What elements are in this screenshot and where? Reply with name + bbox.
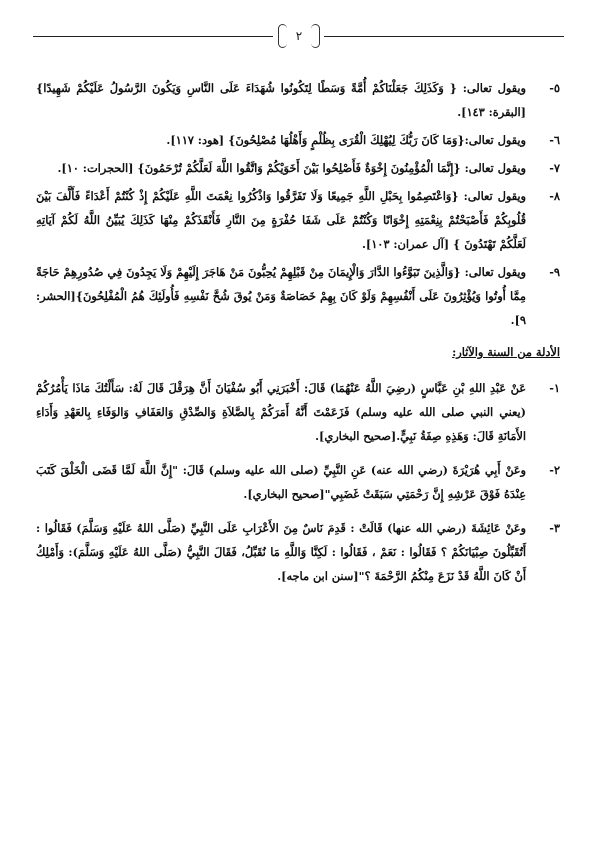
page-content [36,76,560,592]
hadith-number: ٣- [549,521,560,535]
verse-item [36,128,560,152]
right-bracket-icon [311,24,320,48]
header-rule-left [33,36,273,37]
verse-number: ٩- [549,265,560,279]
verse-number: ٧- [549,161,560,175]
verse-text: ويقول تعالى:{وَمَا كَانَ رَبُّكَ لِيُهْلِكَ الْقُرَى بِظُلْمٍ وَأَهْلُهَا مُصْلِحُونَ} [هود: ١١٧]. [166,133,526,147]
verse-text: ويقول تعالى: { وَكَذَلِكَ جَعَلْنَاكُمْ أُمَّةً وَسَطًا لِتَكُونُوا شُهَدَاءَ عَلَى النَّاسِ وَيَكُونَ الرَّسُولُ عَلَيْكُمْ شَهِيدًا} [البقرة: ١٤٣]. [36,81,526,119]
page-number-box [278,22,320,50]
page-number: ٢ [295,29,303,43]
hadith-number: ٢- [549,463,560,477]
hadith-text: عَنْ عَبْدِ اللهِ بْنِ عَبَّاسٍ (رضِيَ اللَّهُ عَنْهُمَا) قَالَ: أَخْبَرَنِي أَبُو سُفْيَانَ أَنَّ هِرَقْلَ قَالَ لَهُ: سَأَلْتُكَ مَاذَا يَأْمُرُكُمْ (يعني النبي صلى الله عليه وسلم) فَزَعَمْتَ أَنَّهُ أَمَرَكُمْ بِالصَّلاَةِ وَالصِّدْقِ وَالعَفَافِ وَالوَفَاءِ بِالعَهْدِ وَأَدَاءِ الأَمَانَةِ قَالَ: وَهَذِهِ صِفَةُ نَبِيٍّ.[صحيح البخاري]. [36,381,526,443]
hadith-text: وعَنْ أَبِي هُرَيْرَةَ (رضي الله عنه) عَنِ النَّبِيِّ (صلى الله عليه وسلم) قَالَ: "إِنَّ اللَّهَ لَمَّا قَضَى الْخَلْقَ كَتَبَ عِنْدَهُ فَوْقَ عَرْشِهِ إِنَّ رَحْمَتِي سَبَقَتْ غَضَبِي"[صحيح البخاري]. [36,463,526,501]
header-rule-right [324,36,564,37]
hadith-item [36,376,560,448]
verse-text: ويقول تعالى: {وَاعْتَصِمُوا بِحَبْلِ اللَّهِ جَمِيعًا وَلَا تَفَرَّقُوا وَاذْكُرُوا نِعْمَتَ اللَّهِ عَلَيْكُمْ إِذْ كُنْتُمْ أَعْدَاءً فَأَلَّفَ بَيْنَ قُلُوبِكُمْ فَأَصْبَحْتُمْ بِنِعْمَتِهِ إِخْوَانًا وَكُنْتُمْ عَلَى شَفَا حُفْرَةٍ مِنَ النَّارِ فَأَنْقَذَكُمْ مِنْهَا كَذَلِكَ يُبَيِّنُ اللَّهُ لَكُمْ آيَاتِهِ لَعَلَّكُمْ تَهْتَدُونَ } [آل عمران: ١٠٣]. [36,189,526,251]
hadith-number: ١- [549,381,560,395]
hadith-text: وعَنْ عَائِشَةَ (رضي الله عنها) قَالَتْ : قَدِمَ نَاسٌ مِنَ الأَعْرَابِ عَلَى النَّبِيِّ (صَلَّى اللهُ عَلَيْهِ وَسَلَّمَ) فَقَالُوا : أَتُقَبِّلُونَ صِبْيَانَكُمْ ؟ فَقَالُوا : نَعَمْ ، فَقَالُوا : لَكِنَّا وَاللَّهِ مَا نُقَبِّلُ، فَقَالَ النَّبِيُّ (صَلَّى اللهُ عَلَيْهِ وَسَلَّمَ): وَأَمْلِكُ أَنْ كَانَ اللَّهُ قَدْ نَزَعَ مِنْكُمُ الرَّحْمَةَ ؟"[سنن ابن ماجه]. [36,521,526,583]
verse-item [36,76,560,124]
left-bracket-icon [278,24,287,48]
hadith-item [36,458,560,506]
section-title: الأدلة من السنة والآثار: [452,345,560,359]
verse-item [36,260,560,332]
verse-item [36,184,560,256]
verse-number: ٨- [549,189,560,203]
verse-number: ٥- [549,81,560,95]
verse-number: ٦- [549,133,560,147]
verse-text: ويقول تعالى: {إِنَّمَا الْمُؤْمِنُونَ إِخْوَةٌ فَأَصْلِحُوا بَيْنَ أَخَوَيْكُمْ وَاتَّقُوا اللَّهَ لَعَلَّكُمْ تُرْحَمُونَ} [الحجرات: ١٠]. [57,161,526,175]
hadith-item [36,516,560,588]
verse-text: ويقول تعالى: {وَالَّذِينَ تَبَوَّءُوا الدَّارَ وَالْإِيمَانَ مِنْ قَبْلِهِمْ يُحِبُّونَ مَنْ هَاجَرَ إِلَيْهِمْ وَلَا يَجِدُونَ فِي صُدُورِهِمْ حَاجَةً مِمَّا أُوتُوا وَيُؤْثِرُونَ عَلَى أَنْفُسِهِمْ وَلَوْ كَانَ بِهِمْ خَصَاصَةٌ وَمَنْ يُوقَ شُحَّ نَفْسِهِ فَأُولَئِكَ هُمُ الْمُفْلِحُونَ}[الحشر: ٩]. [36,265,526,327]
verse-item [36,156,560,180]
